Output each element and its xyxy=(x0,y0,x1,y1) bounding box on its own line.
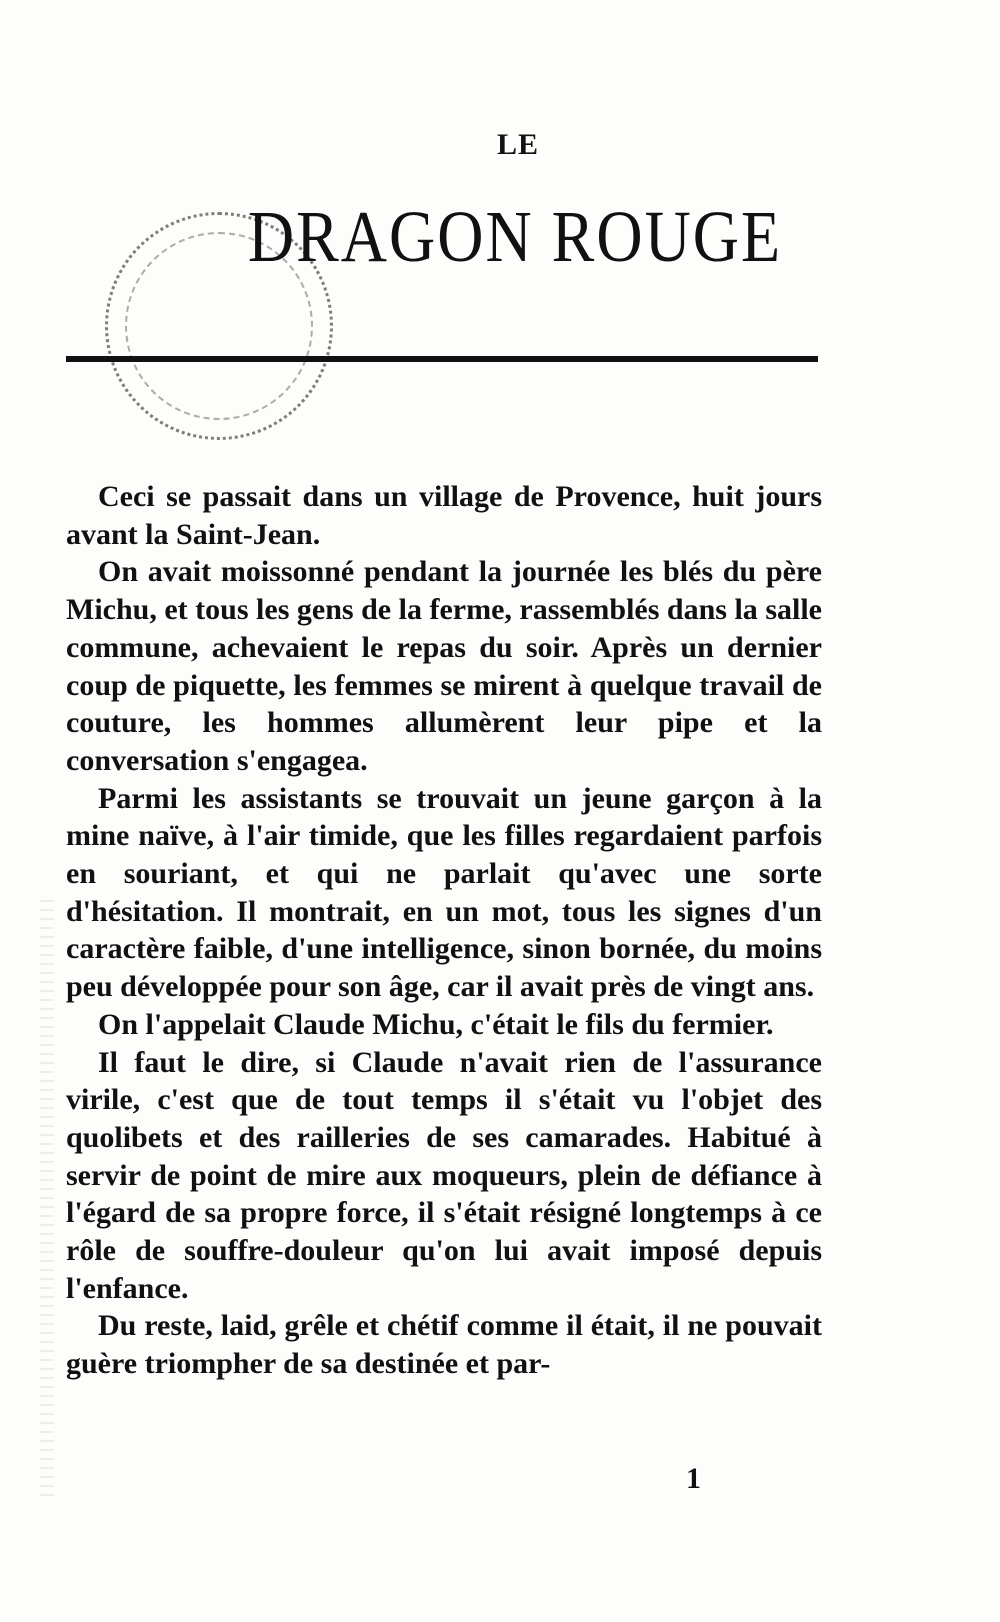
body-text xyxy=(66,478,822,1383)
page-number: 1 xyxy=(686,1462,701,1495)
paragraph: Il faut le dire, si Claude n'avait rien de l'assurance virile, c'est que de tout temps il s'était vu l'objet des quolibets et des railleries de ses camarades. Habitué à servir de point de mire aux moqueurs, plein de défiance à l'égard de sa propre force, il s'était résigné longtemps à ce rôle de souffre-douleur qu'on lui avait imposé depuis l'enfance. xyxy=(66,1045,822,1305)
paragraph: Ceci se passait dans un village de Provence, huit jours avant la Saint-Jean. xyxy=(66,480,822,551)
paragraph: On avait moissonné pendant la journée les blés du père Michu, et tous les gens de la ferme, rassemblés dans la salle commune, achevaient le repas du soir. Après un dernier coup de piquette, les femmes se mirent à quelque travail de couture, les hommes allumèrent leur pipe et la conversation s'engagea. xyxy=(66,555,822,777)
title-article: LE xyxy=(496,128,540,161)
page-title: DRAGON ROUGE xyxy=(247,195,783,278)
paragraph: On l'appelait Claude Michu, c'était le fils du fermier. xyxy=(98,1007,774,1041)
scan-edge-noise xyxy=(40,900,54,1500)
title-rule xyxy=(66,356,818,362)
paragraph: Du reste, laid, grêle et chétif comme il était, il ne pouvait guère triompher de sa destinée et par- xyxy=(66,1309,822,1381)
paragraph: Parmi les assistants se trouvait un jeune garçon à la mine naïve, à l'air timide, que les filles regardaient parfois en souriant, et qui ne parlait qu'avec une sorte d'hésitation. Il montrait, en un mot, tous les signes d'un caractère faible, d'une intelligence, sinon bornée, du moins peu développée pour son âge, car il avait près de vingt ans. xyxy=(66,781,822,1004)
